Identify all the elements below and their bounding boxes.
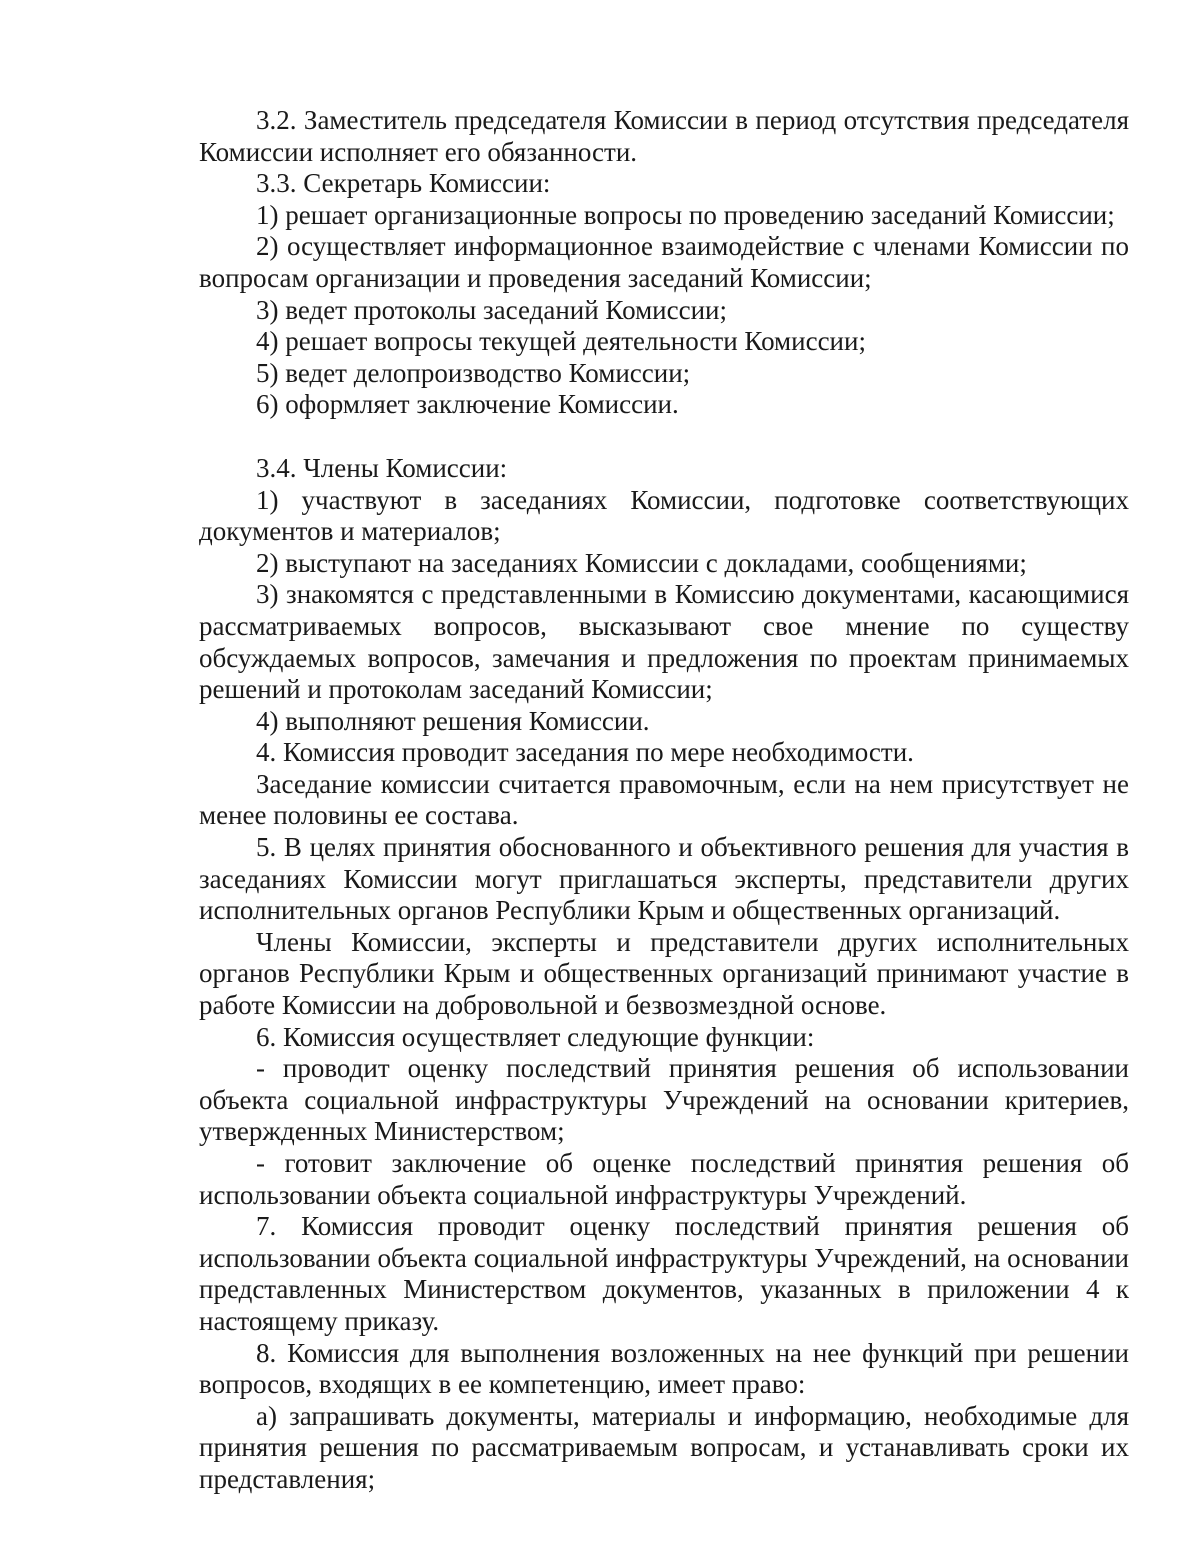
list-item: а) запрашивать документы, материалы и информацию, необходимые для принятия решения по рассматриваемым вопросам, и устанавливать сроки их представления; (199, 1400, 1129, 1494)
paragraph-quorum: Заседание комиссии считается правомочным, если на нем присутствует не менее половины ее состава. (199, 768, 1129, 831)
list-item: 3) знакомятся с представленными в Комиссию документами, касающимися рассматриваемых вопросов, высказывают свое мнение по существу обсуждаемых вопросов, замечания и предложения по проектам принимаемых решений и протоколам заседаний Комиссии; (199, 579, 1129, 705)
list-item: 4) выполняют решения Комиссии. (256, 705, 650, 736)
paragraph-6: 6. Комиссия осуществляет следующие функции: (256, 1021, 815, 1052)
paragraph-5: 5. В целях принятия обоснованного и объективного решения для участия в заседаниях Комиссии могут приглашаться эксперты, представители других исполнительных органов Республики Крым и общественных организаций. (199, 832, 1129, 926)
list-item: 1) решает организационные вопросы по проведению заседаний Комиссии; (256, 199, 1115, 230)
list-item: 6) оформляет заключение Комиссии. (256, 389, 679, 420)
list-item: 1) участвуют в заседаниях Комиссии, подготовке соответствующих документов и материалов; (199, 484, 1129, 547)
list-item: 3) ведет протоколы заседаний Комиссии; (256, 294, 727, 325)
paragraph-7: 7. Комиссия проводит оценку последствий принятия решения об использовании объекта социальной инфраструктуры Учреждений, на основании представленных Министерством документов, указанных в приложении 4 к настоящему приказу. (199, 1211, 1129, 1336)
paragraph-participation: Члены Комиссии, эксперты и представители других исполнительных органов Республики Крым и общественных организаций принимают участие в работе Комиссии на добровольной и безвозмездной основе. (199, 926, 1129, 1021)
paragraph-3-3-heading: 3.3. Секретарь Комиссии: (256, 168, 551, 199)
list-item: 2) выступают на заседаниях Комиссии с докладами, сообщениями; (256, 547, 1027, 578)
paragraph-3-4-heading: 3.4. Члены Комиссии: (256, 452, 508, 483)
document-body (199, 105, 1129, 1496)
paragraph-3-2: 3.2. Заместитель председателя Комиссии в период отсутствия председателя Комиссии исполняет его обязанности. (199, 105, 1129, 167)
list-item: 2) осуществляет информационное взаимодействие с членами Комиссии по вопросам организации и проведения заседаний Комиссии; (199, 231, 1129, 293)
list-item: - готовит заключение об оценке последствий принятия решения об использовании объекта социальной инфраструктуры Учреждений. (199, 1148, 1129, 1210)
paragraph-8: 8. Комиссия для выполнения возложенных на нее функций при решении вопросов, входящих в ее компетенцию, имеет право: (199, 1337, 1129, 1400)
list-item: - проводит оценку последствий принятия решения об использовании объекта социальной инфраструктуры Учреждений на основании критериев, утвержденных Министерством; (199, 1053, 1129, 1147)
list-item: 5) ведет делопроизводство Комиссии; (256, 357, 691, 388)
paragraph-4: 4. Комиссия проводит заседания по мере необходимости. (256, 737, 914, 768)
list-item: 4) решает вопросы текущей деятельности Комиссии; (256, 326, 866, 357)
paragraph-spacer (199, 421, 1129, 453)
